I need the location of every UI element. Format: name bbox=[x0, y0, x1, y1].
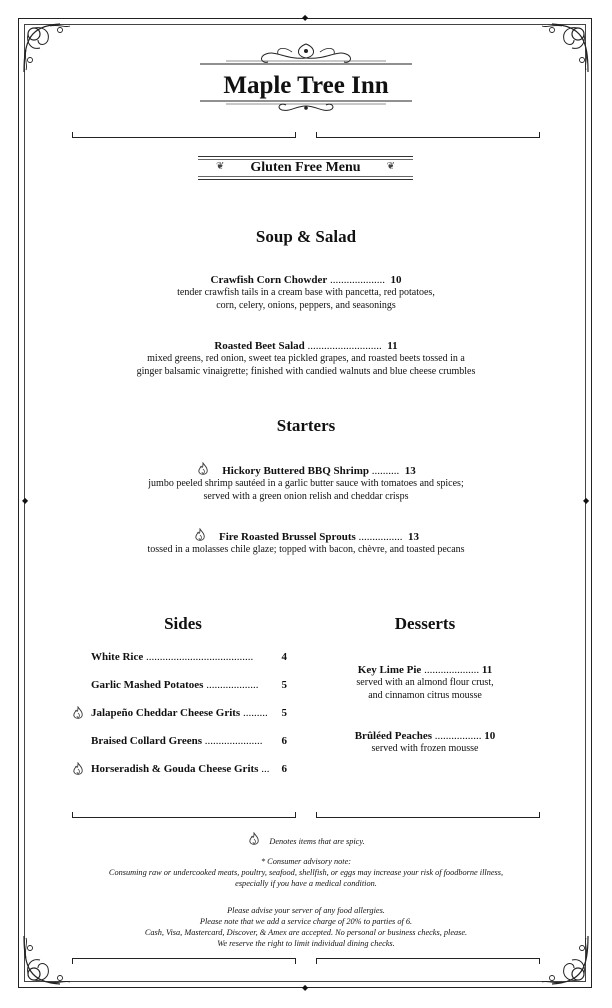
item-price: 11 bbox=[481, 664, 493, 676]
flame-icon bbox=[71, 762, 85, 776]
item-price: 5 bbox=[281, 679, 287, 691]
item-description: corn, celery, onions, peppers, and seasonings bbox=[216, 300, 396, 311]
corner-flourish-icon bbox=[536, 20, 592, 76]
border-diamond-icon: ◆ bbox=[583, 496, 590, 505]
item-price: 4 bbox=[281, 651, 287, 663]
leader-dots: .......... bbox=[369, 465, 400, 477]
flourish-icon: ❦ bbox=[216, 161, 225, 172]
leader-dots: ... bbox=[258, 763, 270, 775]
flame-icon bbox=[71, 706, 85, 720]
item-price: 10 bbox=[390, 274, 402, 286]
consumer-advisory bbox=[0, 856, 612, 889]
divider bbox=[72, 958, 296, 964]
item-name: Garlic Mashed Potatoes bbox=[91, 679, 204, 691]
leader-dots: ................. bbox=[432, 730, 482, 742]
leader-dots: ................ bbox=[355, 531, 403, 543]
scroll-ornament-icon bbox=[196, 98, 416, 116]
item-name: Hickory Buttered BBQ Shrimp bbox=[222, 465, 370, 477]
divider bbox=[316, 132, 540, 138]
item-name: White Rice bbox=[91, 651, 144, 663]
item-name: Fire Roasted Brussel Sprouts bbox=[218, 531, 356, 543]
divider bbox=[72, 812, 296, 818]
item-name: Crawfish Corn Chowder bbox=[210, 274, 328, 286]
side-item bbox=[91, 763, 287, 775]
item-description: tossed in a molasses chile glaze; topped with bacon, chèvre, and toasted pecans bbox=[147, 544, 465, 555]
side-item bbox=[91, 735, 287, 747]
item-name: Horseradish & Gouda Cheese Grits bbox=[91, 763, 259, 775]
corner-flourish-icon bbox=[20, 20, 76, 76]
item-price: 10 bbox=[484, 730, 496, 742]
advisory-title: * Consumer advisory note: bbox=[260, 857, 352, 866]
policy-line: We reserve the right to limit individual dining checks. bbox=[217, 939, 395, 948]
border-diamond-icon: ◆ bbox=[22, 496, 29, 505]
divider bbox=[316, 958, 540, 964]
item-name: Jalapeño Cheddar Cheese Grits bbox=[91, 707, 241, 719]
divider bbox=[72, 132, 296, 138]
menu-title: Gluten Free Menu bbox=[250, 160, 361, 175]
item-price: 13 bbox=[408, 531, 420, 543]
section-heading-sides: Sides bbox=[164, 614, 202, 633]
leader-dots: .................... bbox=[327, 274, 385, 286]
border-diamond-icon: ◆ bbox=[302, 13, 309, 22]
item-price: 6 bbox=[281, 735, 287, 747]
dessert-item bbox=[330, 730, 520, 755]
leader-dots: ......... bbox=[240, 707, 268, 719]
menu-item bbox=[0, 528, 612, 556]
section-heading-desserts: Desserts bbox=[394, 614, 456, 633]
dessert-item bbox=[330, 664, 520, 702]
flame-icon bbox=[193, 528, 207, 542]
scroll-ornament-icon bbox=[196, 42, 416, 68]
policy-notes bbox=[0, 905, 612, 949]
side-item bbox=[91, 679, 287, 691]
menu-item bbox=[0, 274, 612, 312]
item-name: Roasted Beet Salad bbox=[214, 340, 305, 352]
leader-dots: ..................... bbox=[202, 735, 263, 747]
divider bbox=[316, 812, 540, 818]
section-heading-soup-salad: Soup & Salad bbox=[255, 227, 357, 246]
side-item bbox=[91, 707, 287, 719]
menu-title-box bbox=[198, 156, 413, 180]
item-name: Braised Collard Greens bbox=[91, 735, 203, 747]
advisory-text: especially if you have a medical condition. bbox=[235, 879, 377, 888]
policy-line: Please note that we add a service charge of 20% to parties of 6. bbox=[199, 917, 413, 926]
item-price: 13 bbox=[404, 465, 416, 477]
policy-line: Cash, Visa, Mastercard, Discover, & Amex are accepted. No personal or business checks, please. bbox=[144, 928, 468, 937]
item-description: and cinnamon citrus mousse bbox=[368, 690, 482, 701]
restaurant-name: Maple Tree Inn bbox=[223, 72, 389, 99]
leader-dots: ........................... bbox=[304, 340, 382, 352]
side-item bbox=[91, 651, 287, 663]
item-name: Key Lime Pie bbox=[357, 664, 422, 676]
item-description: served with an almond flour crust, bbox=[356, 677, 494, 688]
border-diamond-icon: ◆ bbox=[302, 983, 309, 992]
policy-line: Please advise your server of any food allergies. bbox=[227, 906, 385, 915]
section-heading-starters: Starters bbox=[276, 416, 336, 435]
item-price: 11 bbox=[387, 340, 398, 352]
menu-item bbox=[0, 462, 612, 503]
leader-dots: ................... bbox=[203, 679, 259, 691]
leader-dots: ....................................... bbox=[143, 651, 254, 663]
spicy-note: Denotes items that are spicy. bbox=[269, 837, 365, 846]
item-description: tender crawfish tails in a cream base with pancetta, red potatoes, bbox=[177, 287, 435, 298]
item-description: ginger balsamic vinaigrette; finished with candied walnuts and blue cheese crumbles bbox=[136, 366, 476, 377]
item-description: served with frozen mousse bbox=[371, 743, 479, 754]
menu-item bbox=[0, 340, 612, 378]
spicy-legend bbox=[0, 832, 612, 847]
item-name: Brûléed Peaches bbox=[354, 730, 433, 742]
item-description: mixed greens, red onion, sweet tea pickled grapes, and roasted beets tossed in a bbox=[147, 353, 465, 364]
item-description: jumbo peeled shrimp sautéed in a garlic butter sauce with tomatoes and spices; bbox=[148, 478, 464, 489]
leader-dots: .................... bbox=[421, 664, 480, 676]
item-description: served with a green onion relish and cheddar crisps bbox=[203, 491, 409, 502]
flame-icon bbox=[247, 832, 261, 846]
flame-icon bbox=[196, 462, 210, 476]
advisory-text: Consuming raw or undercooked meats, poultry, seafood, shellfish, or eggs may increase your risk of foodborne illness, bbox=[108, 868, 504, 877]
item-price: 6 bbox=[281, 763, 287, 775]
flourish-icon: ❦ bbox=[386, 161, 395, 172]
item-price: 5 bbox=[281, 707, 287, 719]
